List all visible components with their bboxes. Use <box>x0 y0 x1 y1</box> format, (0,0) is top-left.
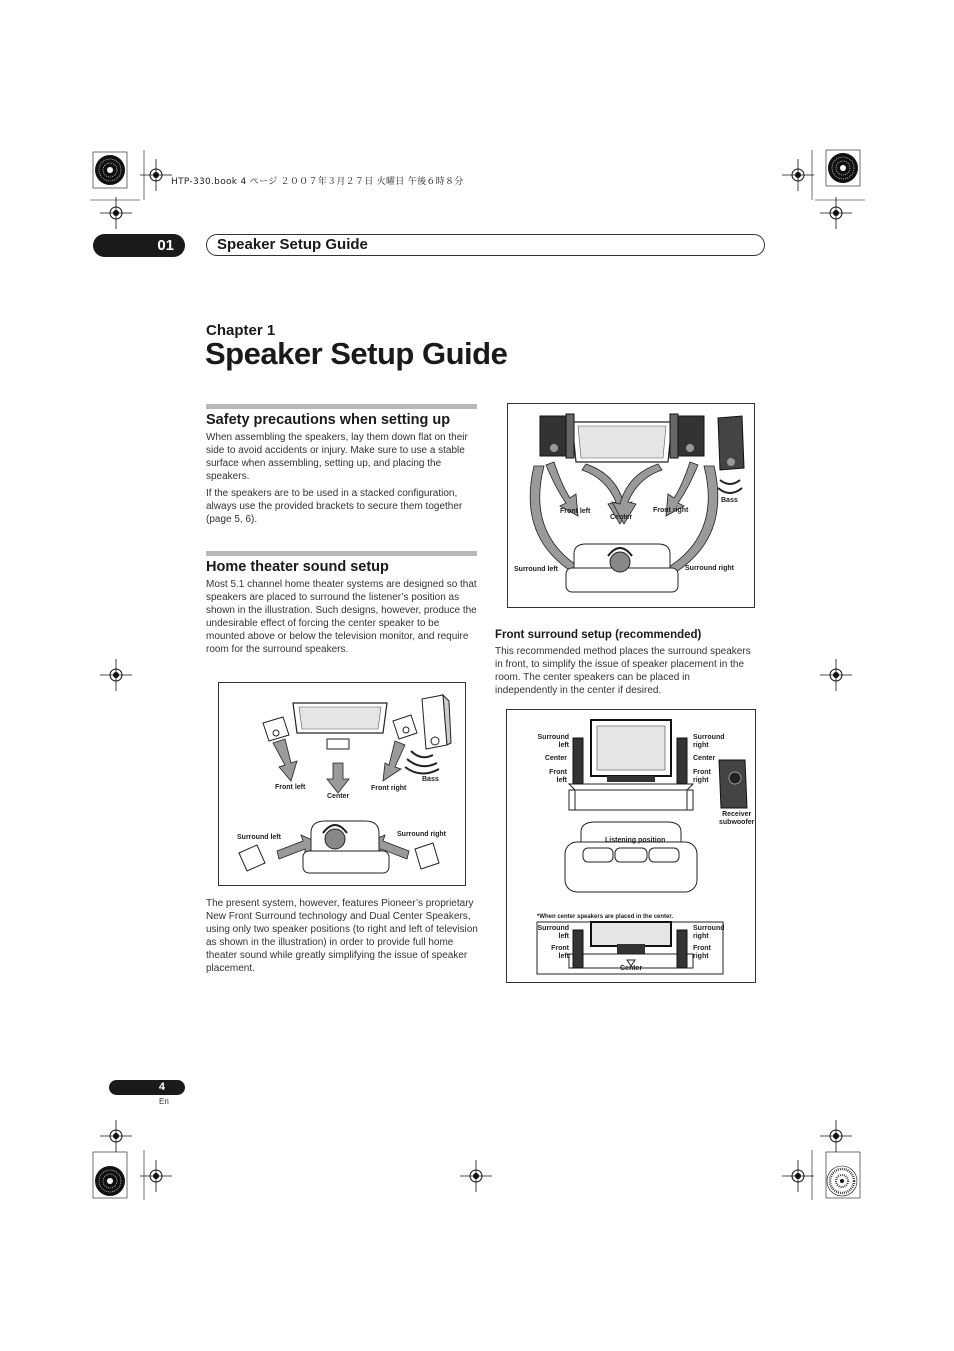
print-file-header: HTP-330.book 4 ページ ２００７年３月２７日 火曜日 午後６時８分 <box>171 177 464 187</box>
label-surround-right-bottom: Surround right <box>693 925 725 940</box>
section-title-home-theater: Home theater sound setup <box>206 559 389 575</box>
section-rule <box>206 404 477 409</box>
chapter-number-badge: 01 <box>93 234 185 257</box>
label-center-left: Center <box>544 755 567 762</box>
label-front-right-bottom: Front right <box>693 945 711 960</box>
label-surround-right-top: Surround right <box>693 734 725 749</box>
label-bass: Bass <box>721 497 738 504</box>
label-surround-left-bottom: Surround left <box>537 925 569 940</box>
label-surround-right: Surround right <box>685 565 734 572</box>
chapter-label: Chapter 1 <box>206 322 276 339</box>
figure-recommended-placement <box>506 709 756 983</box>
label-receiver-subwoofer: Receiver subwoofer <box>719 811 755 826</box>
page-number-badge: 4 <box>109 1080 185 1095</box>
label-center: Center <box>327 793 350 800</box>
figure-illustration <box>507 710 757 984</box>
language-code: En <box>159 1097 169 1106</box>
figure-illustration <box>219 683 467 887</box>
label-front-left-top: Front left <box>549 769 567 784</box>
label-listening-position: Listening position <box>605 837 666 844</box>
label-front-left: Front left <box>275 784 306 791</box>
figure-illustration <box>508 404 756 609</box>
label-front-left: Front left <box>560 508 591 515</box>
label-front-right: Front right <box>371 785 407 792</box>
label-center-placement-note: *When center speakers are placed in the center. <box>537 914 674 920</box>
home-theater-paragraph-2: The present system, however, features Pioneer’s proprietary New Front Surround technology and Dual Center Speakers, using only two speaker positions (to right and left of television as shown in the illustration) in order to provide full home theater sound while greatly simplifying the issue of speaker placement. <box>206 898 478 974</box>
figure-typical-5-1-layout <box>218 682 466 886</box>
label-surround-right: Surround right <box>397 831 446 838</box>
safety-paragraph-2: If the speakers are to be used in a stacked configuration, always use the provided brackets to secure them together (page 5, 6). <box>206 488 463 525</box>
section-rule <box>206 551 477 556</box>
label-center-bottom: Center <box>620 965 643 972</box>
page-title: Speaker Setup Guide <box>205 336 508 371</box>
running-header-title: Speaker Setup Guide <box>206 234 765 256</box>
section-title-safety: Safety precautions when setting up <box>206 412 451 428</box>
label-surround-left-top: Surround left <box>537 734 569 749</box>
home-theater-paragraph-1: Most 5.1 channel home theater systems are designed so that speakers are placed to surround the listener’s position as shown in the illustration. Such designs, however, produce the undesirable effect of forcing the center speaker to be mounted above or below the television monitor, and require room for the surround speakers. <box>206 579 477 655</box>
label-bass: Bass <box>422 776 439 783</box>
label-surround-left: Surround left <box>514 566 558 573</box>
label-front-right: Front right <box>653 507 689 514</box>
label-center: Center <box>610 514 633 521</box>
label-front-right-top: Front right <box>693 769 711 784</box>
label-surround-left: Surround left <box>237 834 281 841</box>
figure-front-surround-layout <box>507 403 755 608</box>
safety-paragraph-1: When assembling the speakers, lay them down flat on their side to avoid accidents or injury. Make sure to use a stable surface when assembling, setting up, and placing the speakers. <box>206 432 468 482</box>
section-title-front-surround: Front surround setup (recommended) <box>495 629 702 641</box>
label-front-left-bottom: Front left <box>551 945 569 960</box>
label-center-right: Center <box>693 755 716 762</box>
front-surround-paragraph: This recommended method places the surround speakers in front, to simplify the issue of speaker placement in the room. The center speakers can be placed in independently in the center if desired. <box>495 646 751 696</box>
